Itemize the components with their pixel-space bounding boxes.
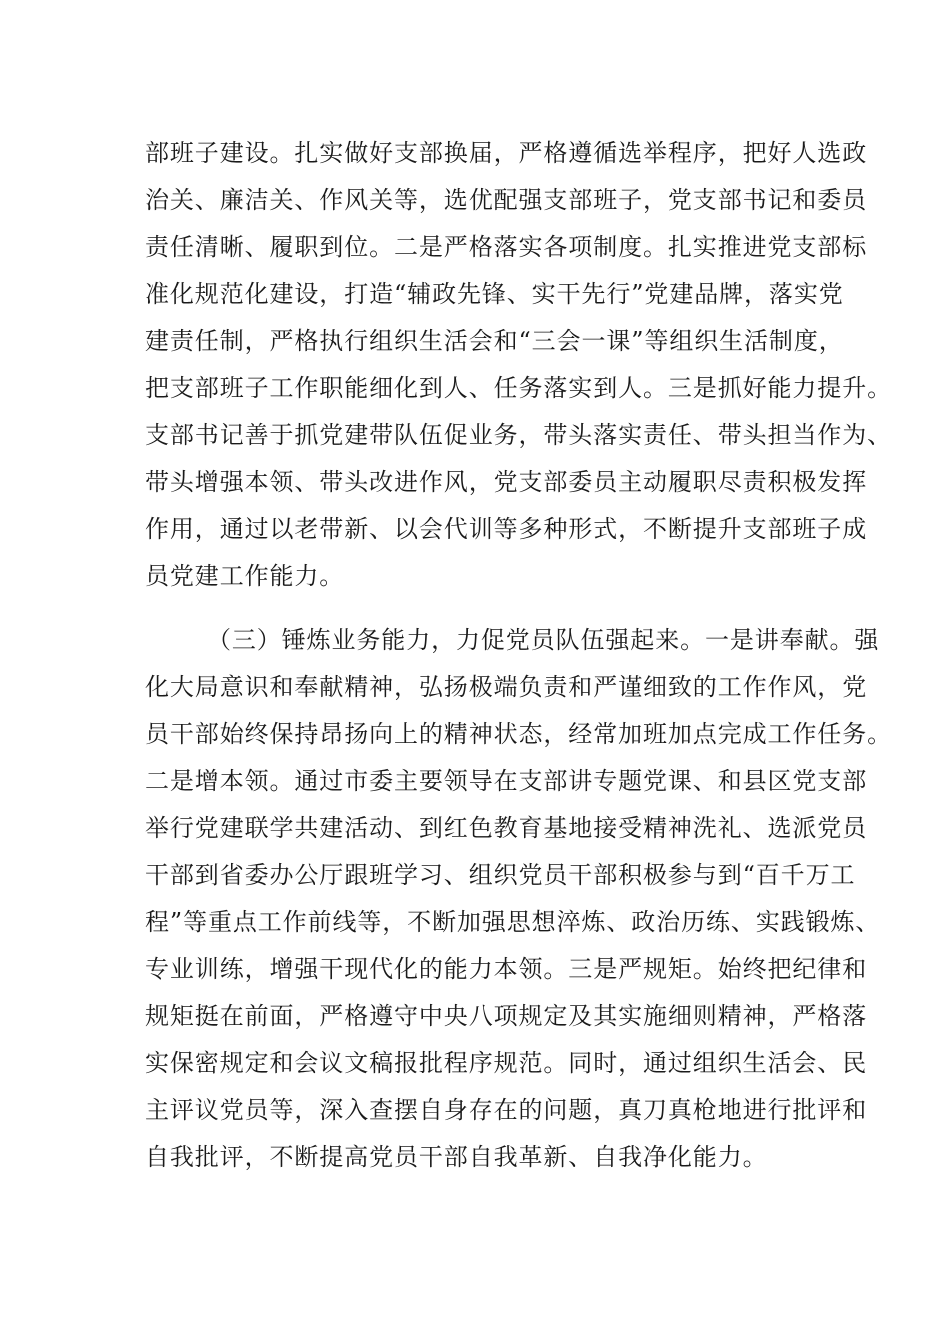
paragraph-line: 治关、廉洁关、作风关等，选优配强支部班子，党支部书记和委员 [145, 186, 868, 214]
paragraph-line: 部班子建设。扎实做好支部换届，严格遵循选举程序，把好人选政 [145, 139, 868, 167]
paragraph-line: 规矩挺在前面，严格遵守中央八项规定及其实施细则精神，严格落 [145, 1002, 868, 1030]
paragraph-line: 作用，通过以老带新、以会代训等多种形式，不断提升支部班子成 [145, 515, 868, 543]
paragraph-line: 主评议党员等，深入查摆自身存在的问题，真刀真枪地进行批评和 [145, 1096, 868, 1124]
paragraph-line: 实保密规定和会议文稿报批程序规范。同时，通过组织生活会、民 [145, 1049, 868, 1077]
paragraph-line: 专业训练，增强干现代化的能力本领。三是严规矩。始终把纪律和 [145, 955, 868, 983]
paragraph-line: 责任清晰、履职到位。二是严格落实各项制度。扎实推进党支部标 [145, 233, 868, 261]
paragraph-line: 化大局意识和奉献精神，弘扬极端负责和严谨细致的工作作风，党 [145, 673, 868, 701]
paragraph-line: 带头增强本领、带头改进作风，党支部委员主动履职尽责积极发挥 [145, 468, 868, 496]
paragraph-line: 支部书记善于抓党建带队伍促业务，带头落实责任、带头担当作为、 [145, 421, 892, 449]
paragraph-line: 把支部班子工作职能细化到人、任务落实到人。三是抓好能力提升。 [145, 374, 892, 402]
paragraph-line: 建责任制，严格执行组织生活会和“三会一课”等组织生活制度， [145, 327, 844, 355]
paragraph-line: 举行党建联学共建活动、到红色教育基地接受精神洗礼、选派党员 [145, 814, 868, 842]
section-heading-line: （三）锤炼业务能力，力促党员队伍强起来。一是讲奉献。强 [207, 626, 880, 654]
paragraph-line: 自我批评，不断提高党员干部自我革新、自我净化能力。 [145, 1143, 768, 1171]
paragraph-line: 干部到省委办公厅跟班学习、组织党员干部积极参与到“百千万工 [145, 861, 856, 889]
paragraph-line: 员党建工作能力。 [145, 562, 345, 590]
paragraph-line: 程”等重点工作前线等，不断加强思想淬炼、政治历练、实践锻炼、 [145, 908, 881, 936]
paragraph-line: 员干部始终保持昂扬向上的精神状态，经常加班加点完成工作任务。 [145, 720, 892, 748]
paragraph-line: 二是增本领。通过市委主要领导在支部讲专题党课、和县区党支部 [145, 767, 868, 795]
paragraph-line: 准化规范化建设，打造“辅政先锋、实干先行”党建品牌，落实党 [145, 280, 844, 308]
